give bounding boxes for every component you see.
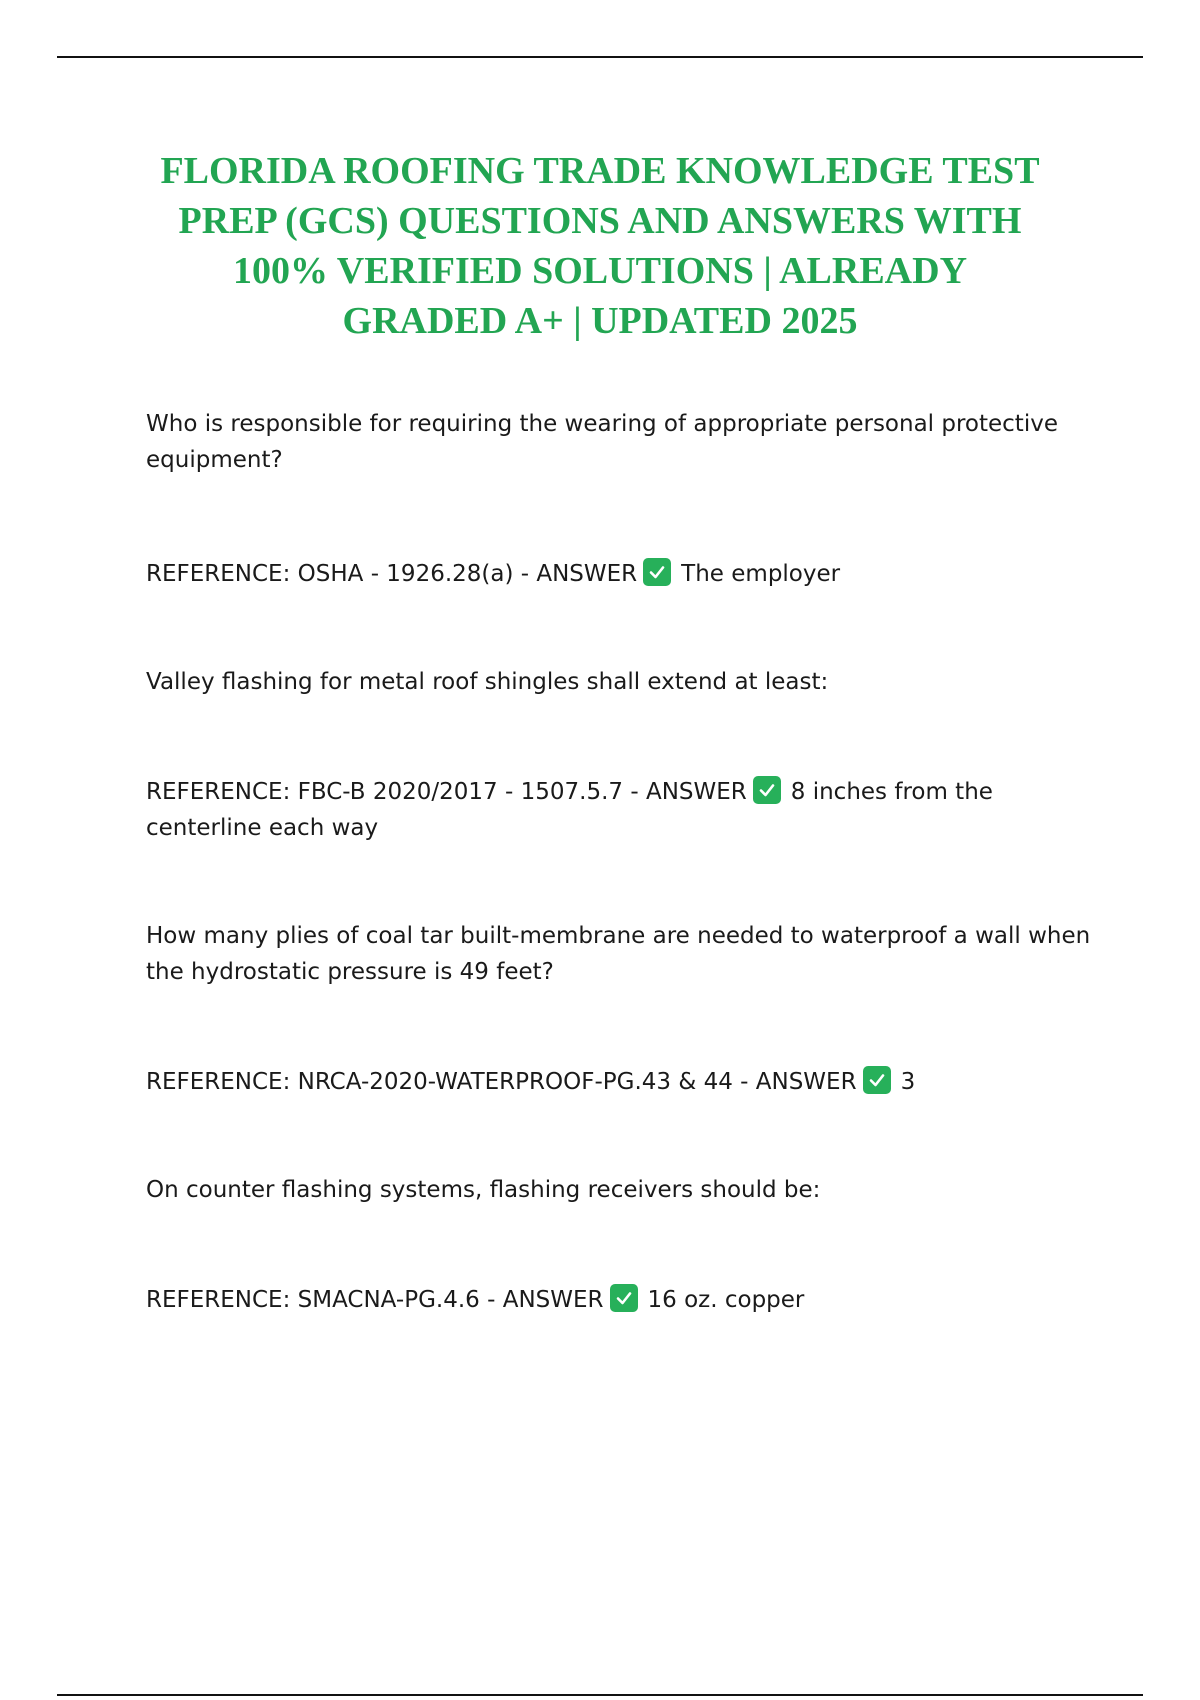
question-text: Who is responsible for requiring the wearing of appropriate personal protective xyxy=(146,411,1058,437)
title-line: GRADED A+ | UPDATED 2025 xyxy=(342,300,858,342)
question-text: How many plies of coal tar built-membrane are needed to waterproof a wall when xyxy=(146,923,1091,949)
check-box-icon xyxy=(610,1284,638,1312)
reference-text: REFERENCE: SMACNA-PG.4.6 - ANSWER xyxy=(146,1287,604,1313)
answer-text: 3 xyxy=(900,1069,916,1095)
title-line: PREP (GCS) QUESTIONS AND ANSWERS WITH xyxy=(178,200,1022,242)
answer-3 xyxy=(146,1064,1106,1100)
answer-2 xyxy=(146,774,1106,846)
answer-text: 16 oz. copper xyxy=(647,1287,805,1313)
question-text: On counter flashing systems, flashing receivers should be: xyxy=(146,1177,821,1203)
question-text: equipment? xyxy=(146,447,283,473)
check-box-icon xyxy=(863,1066,891,1094)
answer-line xyxy=(146,556,1106,592)
bottom-rule xyxy=(57,1694,1143,1696)
question-4 xyxy=(146,1172,1106,1208)
answer-4 xyxy=(146,1282,1106,1318)
question-2 xyxy=(146,664,1106,700)
answer-1 xyxy=(146,556,1106,592)
reference-text: REFERENCE: FBC-B 2020/2017 - 1507.5.7 - ANSWER xyxy=(146,779,747,805)
reference-text: REFERENCE: OSHA - 1926.28(a) - ANSWER xyxy=(146,561,638,587)
title-line: 100% VERIFIED SOLUTIONS | ALREADY xyxy=(232,250,968,292)
question-3 xyxy=(146,918,1106,990)
title-line: FLORIDA ROOFING TRADE KNOWLEDGE TEST xyxy=(160,150,1040,192)
answer-text: centerline each way xyxy=(146,815,379,841)
answer-text: 8 inches from the xyxy=(790,779,993,805)
answer-text: The employer xyxy=(681,561,841,587)
top-rule xyxy=(57,56,1143,58)
answer-line xyxy=(146,1282,1106,1318)
check-box-icon xyxy=(753,776,781,804)
question-text: the hydrostatic pressure is 49 feet? xyxy=(146,959,554,985)
document-title xyxy=(100,146,1100,346)
check-box-icon xyxy=(643,558,671,586)
answer-line xyxy=(146,774,1106,810)
answer-line xyxy=(146,1064,1106,1100)
question-1 xyxy=(146,406,1106,478)
reference-text: REFERENCE: NRCA-2020-WATERPROOF-PG.43 & 44 - ANSWER xyxy=(146,1069,857,1095)
question-text: Valley flashing for metal roof shingles shall extend at least: xyxy=(146,669,829,695)
